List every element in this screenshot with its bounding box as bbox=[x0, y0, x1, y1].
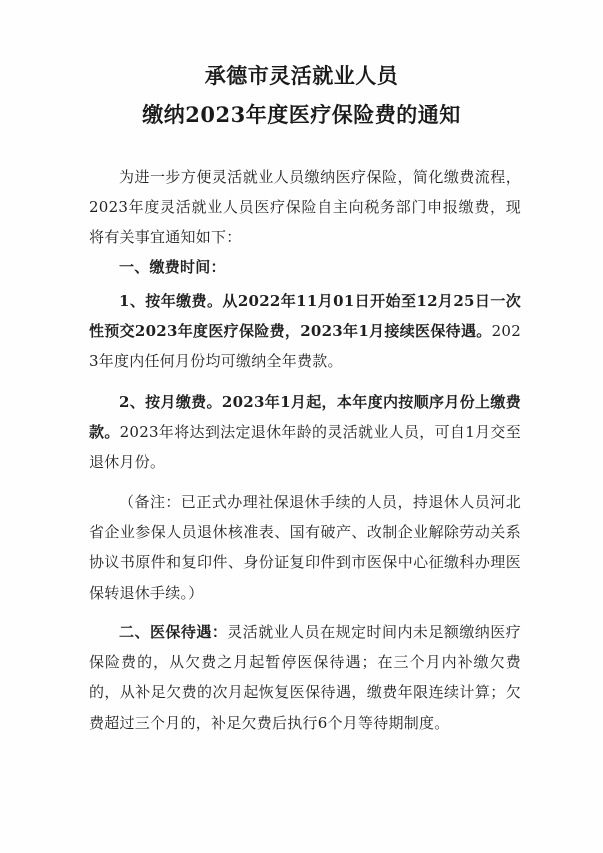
note-paragraph: （备注：已正式办理社保退休手续的人员，持退休人员河北省企业参保人员退休核准表、国有破产、改制企业解除劳动关系协议书原件和复印件、身份证复印件到市医保中心征缴科办理医保转退休手续。） bbox=[89, 493, 521, 602]
section2-paragraph bbox=[89, 617, 521, 738]
item1-bold-text: 1、按年缴费。从2022年11月01日开始至12月25日一次性预交2023年度医疗保险费，2023年1月接续医保待遇。 bbox=[89, 292, 521, 341]
section1-heading: 一、缴费时间： bbox=[119, 258, 226, 276]
document-title-line2: 缴纳2023年度医疗保险费的通知 bbox=[142, 102, 461, 127]
item1-rest-text: 2023年度内任何月份均可缴纳全年费款。 bbox=[89, 322, 521, 371]
section2-heading: 二、医保待遇： bbox=[119, 623, 228, 641]
item2-bold-text: 2、按月缴费。2023年1月起，本年度内按顺序月份上缴费款。 bbox=[89, 393, 521, 442]
item2-paragraph bbox=[89, 387, 521, 478]
item1-paragraph bbox=[89, 286, 521, 377]
item2-rest-text: 2023年将达到法定退休年龄的灵活就业人员，可自1月交至退休月份。 bbox=[89, 423, 521, 472]
document-title-line1: 承德市灵活就业人员 bbox=[204, 63, 399, 88]
section2-text: 灵活就业人员在规定时间内未足额缴纳医疗保险费的，从欠费之月起暂停医保待遇；在三个月内补缴欠费的，从补足欠费的次月起恢复医保待遇，缴费年限连续计算；欠费超过三个月的，补足欠费后执行6个月等待期制度。 bbox=[89, 623, 521, 732]
intro-paragraph: 为进一步方便灵活就业人员缴纳医疗保险，简化缴费流程，2023年度灵活就业人员医疗保险自主向税务部门申报缴费，现将有关事宜通知如下： bbox=[89, 168, 521, 247]
